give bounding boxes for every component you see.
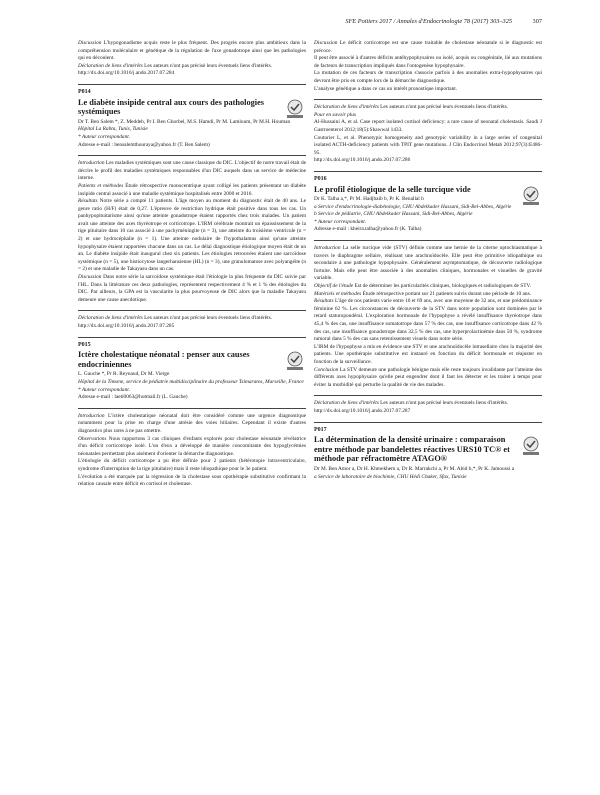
- crossmark-icon[interactable]: [284, 98, 306, 120]
- abstract-code: P016: [314, 175, 327, 182]
- methods-label: Matériels et méthodes: [314, 290, 362, 297]
- introduction-paragraph: [78, 413, 306, 436]
- right-column: [314, 40, 542, 481]
- declaration-paragraph: [78, 315, 306, 323]
- abstract-title-text: La détermination de la densité urinaire : comparaison entre méthode par bandelettes réactives URS10 TC® et méthode par réfractomètre ATAGO®: [314, 435, 510, 464]
- abstract-code: P014: [78, 88, 91, 95]
- doi-link[interactable]: http://dx.doi.org/10.1016/j.ando.2017.07.287: [314, 407, 411, 414]
- body-paragraph: L'IRM de l'hypophyse a mis en évidence une STV et une arachnoïdocèle intrasellaire chez la majorité des patients. Une opothérapie substitutive est instauré en fonction du déficit hormonale et réajuster en fonction de la surveillance.: [314, 343, 542, 365]
- discussion-label: Discussion: [78, 40, 102, 46]
- declaration-paragraph: [314, 400, 542, 408]
- affiliation: Hôpital de la Timone, service de pédiatrie multidisciplinaire du professeur Tsimaratos, Marseille, France: [78, 378, 304, 385]
- divider: [314, 240, 542, 241]
- crossmark-icon[interactable]: [520, 435, 542, 457]
- observations-text: Nous rapportons 3 cas cliniques d'enfants explorés pour cholestase néonatale révélatrice d'un déficit corticotrope isolé. L'un d'eux a développé de manière concomitante des hypoglycémies néonatales permettant plus aisément d'orienter la démarche diagnostique.: [78, 435, 306, 457]
- introduction-paragraph: [78, 160, 306, 183]
- affiliation: a Service de laboratoire de biochimie, CHU Hédi Chaker, Sfax, Tunisie: [314, 473, 467, 480]
- introduction-text: L'ictère cholestatique néonatal doit être considéré comme une urgence diagnostique notamment pour la prise en charge d'une atrésie des voies biliaires. Cependant il existe d'autres diagnostics plus rares à ne pas omettre.: [78, 412, 306, 434]
- email-address[interactable]: Adresse e-mail : laeti0063@hotmail.fr (L. Gauche): [78, 394, 188, 401]
- conclusion-label: Conclusion: [314, 366, 339, 373]
- declaration-label: Déclaration de liens d'intérêts: [314, 400, 379, 407]
- page-number: 307: [532, 18, 542, 25]
- objective-label: Objectif de l'étude: [314, 283, 354, 290]
- abstract-title-text: Le diabète insipide central aux cours des pathologies systémiques: [78, 97, 264, 117]
- introduction-label: Introduction: [78, 160, 105, 167]
- results-text: L'âge de nos patients varie entre 10 et 69 ans, avec une moyenne de 32 ans, et une prédominance féminine 62 %. Les circonstances de découverte de la STV dans notre population sont dominées par le retard staturopondéral. L'exploration hormonale de l'hypophyse a révélé insuffisance thyréotrope dans 45,4 % des cas, une insuffisance somatotrope dans 57 % des cas, une insuffisance corticotrope dans 42 % des cas, une insuffisance gonadotrope dans 32,5 % des cas, une hyperprolactinémie dans 50 %, syndrome tumoral dans 5 % des cas sans retentissement visuels dans notre série.: [314, 298, 542, 343]
- objective-text: Est de déterminer les particularités cliniques, biologiques et radiologiques de STV.: [354, 283, 531, 290]
- abstract-title: [314, 435, 542, 464]
- declaration-paragraph: [314, 104, 542, 112]
- declaration-text: Les auteurs n'ont pas précisé leurs éventuels liens d'intérêts.: [144, 315, 273, 322]
- divider: [78, 155, 306, 156]
- divider: [314, 395, 542, 396]
- abstract-code: P017: [314, 426, 327, 433]
- introduction-label: Introduction: [78, 412, 105, 419]
- declaration-text: Les auteurs n'ont pas précisé leurs éventuels liens d'intérêts.: [380, 104, 509, 111]
- authors: Dr T. Ben Salem *, Z. Meddeb, Pr I. Ben Ghorbel, M.S. Hamdi, Pr M. Lamloum, Pr M.H. Houman: [78, 118, 291, 125]
- doi-link[interactable]: http://dx.doi.org/10.1016/j.ando.2017.07.285: [78, 323, 175, 329]
- objective-paragraph: [314, 283, 542, 291]
- left-column: [78, 40, 306, 489]
- discussion-paragraph: [78, 274, 306, 304]
- corresponding-author: * Auteur correspondant.: [78, 386, 131, 393]
- introduction-text: La selle turcique vide (STV) définie comme une hernie de la citerne optochiasmatique à travers le diaphragme sellaire, réalisant une arachnoïdocèle. Elle peut être primitive idiopathique ou secondaire à une pathologie hypophysaire. Généralement asymptomatique, de découverte radiologique fortuite. Mais elle peut être associée à des anomalies cliniques, hormonales et visuelles de gravité variable.: [314, 245, 542, 282]
- authors: L. Gauche *, Pr R. Reynaud, Dr M. Vierge: [78, 371, 170, 378]
- introduction-text: Les maladies systémiques sont une cause classique du DIC. L'objectif de notre travail était de décrire le profil des maladies systémiques responsables d'un DIC auquels dans un service de médecine interne.: [78, 160, 306, 182]
- observations-label: Observations: [78, 435, 107, 442]
- journal-title: SFE Poitiers 2017 / Annales d'Endocrinologie 78 (2017) 303–325: [345, 18, 512, 25]
- results-label: Résultats: [314, 298, 334, 305]
- body-paragraph: L'étiologie du déficit corticotrope a pu être définie pour 2 patients (hétérotopie intraventriculaire, syndrome d'interruption de la tige pituitaire) mais il reste idiopathique pour le 3e patient.: [78, 458, 306, 472]
- discussion-text: Le déficit corticotrope est une cause traitable de cholestase néonatale si le diagnostic est précoce.: [314, 40, 542, 54]
- introduction-paragraph: [314, 245, 542, 283]
- corresponding-author: * Auteur correspondant.: [314, 218, 367, 225]
- results-text: Notre série a compté 11 patients. L'âge moyen au moment du diagnostic était de 40 ans. Le genre ratio (H/F) était de 0,27. L'épreuve de restriction hydrique était positive dans tous les cas. Un panhypopituitarisme ainsi qu'une atteinte gonadotrope étaient rapportés chez trois malades. Un patient avait une atteinte des axes thyréotrope et corticotrope. L'IRM cérébrale montrait un épaississement de la tige pituitaire dans 10 cas associé à une pachyméningite (n = 3), une atteinte du troisième ventricule (n = 2) et une hydrocéphalie (n = 1). Une atteinte nodulaire de l'hypothalamus ainsi qu'une atteinte hypophysaire étaient rapportées chacune dans un cas. Le délai diagnostique étiologique moyen était de un an. Le diabète insipide était inaugural chez six patients. Les étiologies retrouvées étaient une sarcoïdose systémique (n = 5), une histiocytose langerhansienne (HL) (n = 3), une granulomatose avec polyangéite (n = 2) et une maladie de Takayasu dans un cas.: [78, 198, 306, 273]
- divider: [314, 422, 542, 423]
- discussion-label: Discussion: [314, 40, 338, 46]
- observations-paragraph: [78, 436, 306, 459]
- methods-label: Patients et méthodes: [78, 182, 124, 189]
- discussion-paragraph: [78, 40, 306, 63]
- declaration-label: Déclaration de liens d'intérêts: [78, 62, 143, 69]
- abstract-title-text: Ictère cholestatique néonatal : penser aux causes endocriniennes: [78, 350, 250, 369]
- divider: [78, 408, 306, 409]
- declaration-paragraph: [78, 63, 306, 71]
- methods-paragraph: [314, 291, 542, 299]
- methods-paragraph: [78, 183, 306, 198]
- further-reading-label: Pour en savoir plus: [314, 111, 357, 118]
- results-paragraph: [314, 298, 542, 344]
- divider: [78, 337, 306, 338]
- authors: Dr K. Talha a,*, Pr M. Hadjbaib b, Pr K. Benallal b: [314, 196, 424, 203]
- doi-link[interactable]: http://dx.doi.org/10.1016/j.ando.2017.07.286: [314, 157, 411, 164]
- authors: Dr M. Ben Amor a, Dr H. Khmekhem a, Dr R. Marrakchi a, Pr M. Abid b,*, Pr K. Jamoussi a: [314, 465, 515, 472]
- discussion-text: Dans notre série la sarcoïdose systémique était l'étiologie la plus fréquente du DIC suivie par l'HL. Dans la littérature ces deux pathologies, représentent respectivement 4 % et 1 % des étiologies du DIC. Par ailleurs, la GPA est la vascularite la plus pourvoyeuse de DIC alors que la maladie Takayasu demeure une cause anecdotique.: [78, 274, 306, 303]
- results-paragraph: [78, 198, 306, 274]
- email-address[interactable]: Adresse e-mail : bensalemthouraya@yahoo.fr (T. Ben Salem): [78, 141, 210, 148]
- conclusion-paragraph: [314, 367, 542, 390]
- abstract-code: P015: [78, 341, 91, 348]
- body-paragraph: L'évolution a été marquée par la régression de la cholestase sous opothérapie substitutive confirmant la relation causale entre déficit en cortisol et cholestase.: [78, 473, 306, 488]
- divider: [78, 310, 306, 311]
- abstract-title: [314, 185, 542, 195]
- crossmark-icon[interactable]: [284, 350, 306, 372]
- reference-item: Al-Hussaini A, et al. Case report isolated cortisol deficiency: a rare cause of neonatal cholestasis. Saudi J Gastroenterol 2012;18(5):Shawwal 1433.: [314, 119, 542, 133]
- declaration-label: Déclaration de liens d'intérêts: [314, 104, 379, 111]
- declaration-text: Les auteurs n'ont pas précisé leurs éventuels liens d'intérêts.: [380, 400, 509, 407]
- divider: [314, 171, 542, 172]
- affiliation: Hôpital La Rabta, Tunis, Tunisie: [78, 126, 148, 133]
- declaration-label: Déclaration de liens d'intérêts: [78, 315, 143, 322]
- introduction-label: Introduction: [314, 245, 341, 252]
- crossmark-icon[interactable]: [520, 185, 542, 207]
- results-label: Résultats: [78, 198, 98, 205]
- divider: [78, 84, 306, 85]
- divider: [314, 99, 542, 100]
- reference-item: Couturier L, et al. Phenotypic homogeneity and genotypic variability in a large series of congenital isolated ACTH-deficiency patients with TPIT gene mutations. J Clin Endocrinol Metab 2012;97(3):E486-95.: [314, 134, 542, 156]
- conclusion-text: La STV demeure une pathologie bénigne mais elle reste toujours invalidante par l'atteinte des différents axes hypophysaire qu'elle peut engendrer dont il faut les détecter et les traiter à temps pour éviter la morbidité qui perturbe la qualité de vie des malades.: [314, 366, 542, 388]
- methods-text: Étude rétrospective portant sur 21 patients suivis durant une période de 10 ans.: [362, 290, 531, 297]
- abstract-title-text: Le profil étiologique de la selle turcique vide: [314, 184, 471, 194]
- doi-link[interactable]: http://dx.doi.org/10.1016/j.ando.2017.07.284: [78, 70, 175, 77]
- corresponding-author: * Auteur correspondant.: [78, 133, 131, 140]
- abstract-title: [78, 350, 306, 369]
- discussion-text: L'hypogonadisme acquis reste le plus fréquent. Des progrès encore plus ambitieux dans la compréhension moléculaire et génétique de la régulation de l'axe gonadotrope ainsi que les pathologies qui en découlent.: [78, 40, 306, 62]
- abstract-title: [78, 98, 306, 117]
- running-header: [78, 18, 542, 30]
- discussion-paragraph: [314, 40, 542, 55]
- email-address[interactable]: Adresse e-mail : kheira.talha@yahoo.fr (K. Talha): [314, 226, 422, 233]
- affiliation: a Service d'endocrinologie-diabétologie, CHU Abdelkader Hassani, Sidi-Bel-Abbes, Algérie: [314, 203, 512, 210]
- declaration-text: Les auteurs n'ont pas précisé leurs éventuels liens d'intérêts.: [144, 62, 273, 69]
- body-paragraph: La mutation de ces facteurs de transcription s'associe parfois à des anomalies extra-hypophysaires qui devront être pris en compte lors de la démarche diagnostique.: [314, 70, 542, 84]
- body-paragraph: L'analyse génétique a dans ce cas un intérêt pronostique important.: [314, 85, 458, 92]
- affiliation: b Service de pédiatrie, CHU Abdelkader Hassani, Sidi-Bel-Abbes, Algérie: [314, 211, 473, 218]
- discussion-label: Discussion: [78, 274, 102, 281]
- methods-text: Étude rétrospective monocentrique ayant colligé les patients présentant un diabète insipide central associé à une maladie systémique hospitalisés entre 2000 et 2016.: [78, 182, 306, 197]
- body-paragraph: Il peut être associé à d'autres déficits antéhypophysaires ou isolé, acquis ou congénitale, lié aux mutations de facteurs de transcription impliqués dans l'ontogenèse hypophysaire.: [314, 55, 542, 69]
